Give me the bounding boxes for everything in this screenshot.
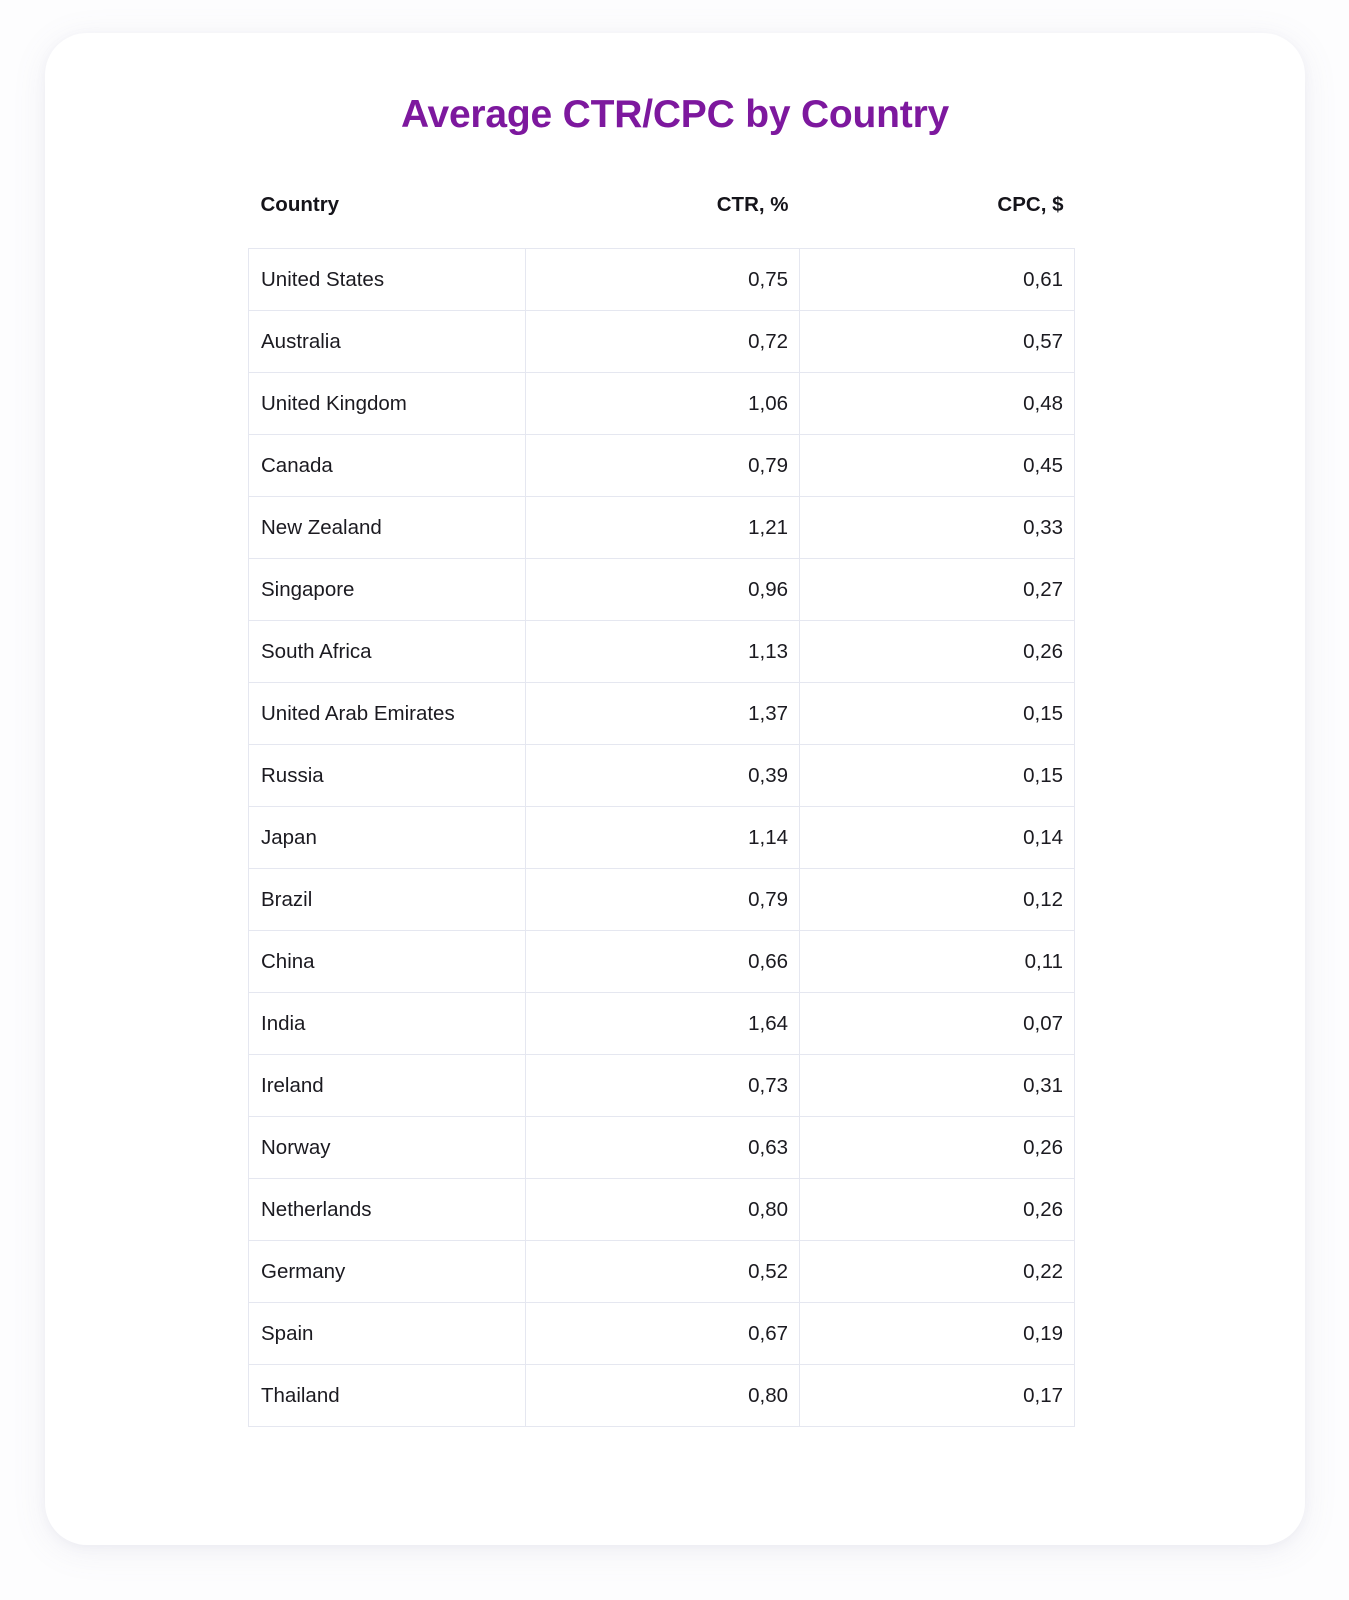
table-row[interactable] bbox=[249, 497, 1075, 559]
cell-cpc: 0,12 bbox=[800, 869, 1075, 931]
table-row[interactable] bbox=[249, 993, 1075, 1055]
cell-ctr: 0,80 bbox=[526, 1365, 800, 1427]
table-header bbox=[249, 193, 1075, 249]
table-row[interactable] bbox=[249, 1117, 1075, 1179]
table-row[interactable] bbox=[249, 373, 1075, 435]
cell-cpc: 0,14 bbox=[800, 807, 1075, 869]
cell-cpc: 0,15 bbox=[800, 683, 1075, 745]
cell-ctr: 1,64 bbox=[526, 993, 800, 1055]
column-header-ctr[interactable]: CTR, % bbox=[716, 193, 789, 216]
cell-country: Germany bbox=[249, 1241, 526, 1303]
cell-country: Singapore bbox=[249, 559, 526, 621]
cell-country: Ireland bbox=[249, 1055, 526, 1117]
cell-ctr: 0,63 bbox=[526, 1117, 800, 1179]
cell-ctr: 0,52 bbox=[526, 1241, 800, 1303]
cell-ctr: 0,39 bbox=[526, 745, 800, 807]
table-row[interactable] bbox=[249, 683, 1075, 745]
cell-cpc: 0,15 bbox=[800, 745, 1075, 807]
table-container bbox=[248, 193, 1074, 1427]
cell-cpc: 0,27 bbox=[800, 559, 1075, 621]
cell-ctr: 1,21 bbox=[526, 497, 800, 559]
cell-ctr: 1,37 bbox=[526, 683, 800, 745]
table-header-row bbox=[249, 193, 1075, 249]
cell-ctr: 0,66 bbox=[526, 931, 800, 993]
table-row[interactable] bbox=[249, 1055, 1075, 1117]
table-row[interactable] bbox=[249, 435, 1075, 497]
cell-ctr: 0,75 bbox=[526, 249, 800, 311]
ctr-cpc-table bbox=[248, 193, 1075, 1427]
table-row[interactable] bbox=[249, 1365, 1075, 1427]
cell-country: South Africa bbox=[249, 621, 526, 683]
cell-country: United Arab Emirates bbox=[249, 683, 526, 745]
cell-ctr: 0,79 bbox=[526, 435, 800, 497]
cell-cpc: 0,19 bbox=[800, 1303, 1075, 1365]
cell-ctr: 1,14 bbox=[526, 807, 800, 869]
cell-country: Brazil bbox=[249, 869, 526, 931]
table-row[interactable] bbox=[249, 621, 1075, 683]
column-header-cpc[interactable]: CPC, $ bbox=[997, 193, 1064, 216]
cell-country: New Zealand bbox=[249, 497, 526, 559]
cell-country: United States bbox=[249, 249, 526, 311]
cell-country: Norway bbox=[249, 1117, 526, 1179]
cell-ctr: 0,72 bbox=[526, 311, 800, 373]
cell-ctr: 0,80 bbox=[526, 1179, 800, 1241]
table-row[interactable] bbox=[249, 1241, 1075, 1303]
table-row[interactable] bbox=[249, 745, 1075, 807]
cell-country: Netherlands bbox=[249, 1179, 526, 1241]
table-row[interactable] bbox=[249, 807, 1075, 869]
cell-cpc: 0,26 bbox=[800, 621, 1075, 683]
cell-country: India bbox=[249, 993, 526, 1055]
cell-cpc: 0,31 bbox=[800, 1055, 1075, 1117]
column-header-country[interactable]: Country bbox=[260, 193, 340, 216]
cell-cpc: 0,33 bbox=[800, 497, 1075, 559]
cell-cpc: 0,26 bbox=[800, 1179, 1075, 1241]
cell-country: Australia bbox=[249, 311, 526, 373]
report-card bbox=[45, 33, 1305, 1545]
cell-cpc: 0,45 bbox=[800, 435, 1075, 497]
cell-ctr: 0,79 bbox=[526, 869, 800, 931]
cell-country: China bbox=[249, 931, 526, 993]
table-row[interactable] bbox=[249, 869, 1075, 931]
cell-cpc: 0,48 bbox=[800, 373, 1075, 435]
cell-ctr: 0,96 bbox=[526, 559, 800, 621]
cell-cpc: 0,22 bbox=[800, 1241, 1075, 1303]
cell-country: United Kingdom bbox=[249, 373, 526, 435]
cell-cpc: 0,26 bbox=[800, 1117, 1075, 1179]
cell-cpc: 0,17 bbox=[800, 1365, 1075, 1427]
cell-cpc: 0,61 bbox=[800, 249, 1075, 311]
cell-country: Russia bbox=[249, 745, 526, 807]
page-title: Average CTR/CPC by Country bbox=[400, 93, 950, 136]
table-row[interactable] bbox=[249, 249, 1075, 311]
table-row[interactable] bbox=[249, 311, 1075, 373]
table-row[interactable] bbox=[249, 1179, 1075, 1241]
table-body bbox=[249, 249, 1075, 1427]
cell-country: Thailand bbox=[249, 1365, 526, 1427]
cell-country: Japan bbox=[249, 807, 526, 869]
cell-cpc: 0,11 bbox=[800, 931, 1075, 993]
cell-ctr: 1,13 bbox=[526, 621, 800, 683]
table-row[interactable] bbox=[249, 559, 1075, 621]
cell-cpc: 0,57 bbox=[800, 311, 1075, 373]
cell-ctr: 0,67 bbox=[526, 1303, 800, 1365]
cell-country: Spain bbox=[249, 1303, 526, 1365]
cell-cpc: 0,07 bbox=[800, 993, 1075, 1055]
cell-country: Canada bbox=[249, 435, 526, 497]
cell-ctr: 1,06 bbox=[526, 373, 800, 435]
cell-ctr: 0,73 bbox=[526, 1055, 800, 1117]
table-row[interactable] bbox=[249, 1303, 1075, 1365]
table-row[interactable] bbox=[249, 931, 1075, 993]
